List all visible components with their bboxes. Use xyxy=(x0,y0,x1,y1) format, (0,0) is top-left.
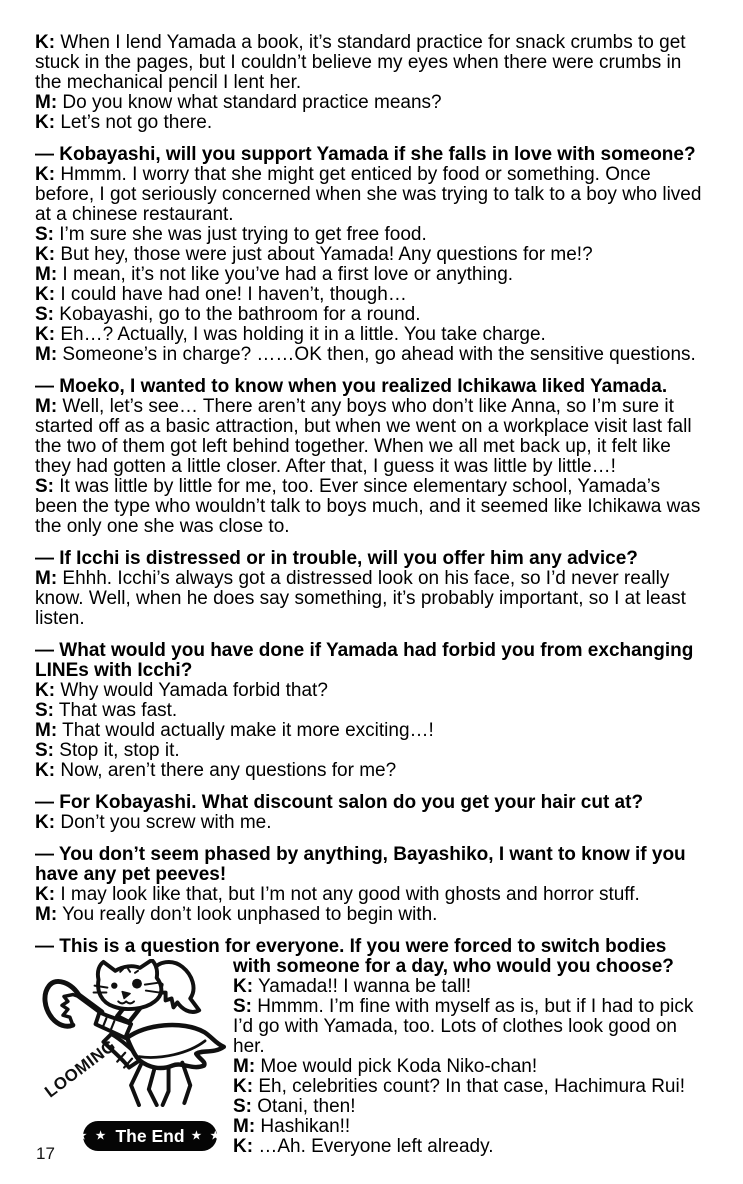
line-text: It was little by little for me, too. Ever since elementary school, Yamada’s been the type who wouldn’t talk to boys much, and it seemed like Ichikawa was the only one she was close to. xyxy=(35,476,701,537)
left-arm-icon xyxy=(79,996,102,1013)
dialogue-line xyxy=(35,245,702,265)
dialogue-line xyxy=(35,721,702,741)
interview-sections xyxy=(35,33,702,925)
speaker-label: M: xyxy=(233,1056,256,1077)
speaker-label: K: xyxy=(35,324,56,345)
interview-section xyxy=(35,641,702,781)
line-text: Why would Yamada forbid that? xyxy=(55,680,328,701)
speaker-label: K: xyxy=(233,1076,254,1097)
question-heading: — For Kobayashi. What discount salon do you get your hair cut at? xyxy=(35,792,644,813)
dialogue-line xyxy=(35,325,702,345)
speaker-label: S: xyxy=(233,996,252,1017)
speaker-label: K: xyxy=(35,164,56,185)
speaker-label: K: xyxy=(35,760,56,781)
speaker-label: K: xyxy=(35,32,56,53)
speaker-label: K: xyxy=(233,1136,254,1157)
line-text: Eh, celebrities count? In that case, Hachimura Rui! xyxy=(253,1076,685,1097)
question-heading: — Kobayashi, will you support Yamada if she falls in love with someone? xyxy=(35,144,696,165)
cat-mantis-drawing xyxy=(41,959,231,1107)
dialogue-line xyxy=(35,345,702,365)
dialogue-line xyxy=(35,305,702,325)
dialogue-line xyxy=(35,569,702,629)
speaker-label: K: xyxy=(35,812,56,833)
line-text: I’m sure she was just trying to get free food. xyxy=(54,224,427,245)
line-text: Hmmm. I’m fine with myself as is, but if I had to pick I’d go with Yamada, too. Lots of clothes look good on her. xyxy=(233,996,694,1057)
speaker-label: M: xyxy=(233,1116,256,1137)
line-text: Don’t you screw with me. xyxy=(55,812,272,833)
speaker-label: M: xyxy=(35,92,58,113)
dialogue-line xyxy=(35,761,702,781)
speaker-label: K: xyxy=(35,680,56,701)
speaker-label: K: xyxy=(35,884,56,905)
line-text: Well, let’s see… There aren’t any boys who don’t like Anna, so I’m sure it started off as a basic attraction, but when we went on a workplace visit last fall the two of them got left behind together. When we all met back up, it felt like they had gotten a little closer. After that, I guess it was little by little…! xyxy=(35,396,692,477)
dialogue-line xyxy=(35,477,702,537)
question-heading: — This is a question for everyone. If you were forced to switch bodies xyxy=(35,936,667,957)
question-heading: — If Icchi is distressed or in trouble, will you offer him any advice? xyxy=(35,548,638,569)
final-section xyxy=(35,937,702,1157)
right-eye-icon xyxy=(132,979,142,989)
interview-section xyxy=(35,845,702,925)
line-text: Yamada!! I wanna be tall! xyxy=(253,976,471,997)
stars-right-icon: ★ ★ xyxy=(191,1130,224,1142)
line-text: Do you know what standard practice means? xyxy=(57,92,442,113)
dialogue-line xyxy=(35,165,702,225)
line-text: …Ah. Everyone left already. xyxy=(253,1136,494,1157)
final-section-body xyxy=(35,957,702,1157)
line-text: Otani, then! xyxy=(252,1096,356,1117)
line-text: Ehhh. Icchi’s always got a distressed look on his face, so I’d never really know. Well, when he does say something, it’s probably important, so I at least listen. xyxy=(35,568,686,629)
cat-mantis-figure xyxy=(35,957,233,1151)
line-text: That would actually make it more exciting…! xyxy=(57,720,434,741)
page-number: 17 xyxy=(36,1144,55,1163)
line-text: Hashikan!! xyxy=(255,1116,351,1137)
line-text: When I lend Yamada a book, it’s standard practice for snack crumbs to get stuck in the pages, but I couldn’t believe my eyes when there were crumbs in the mechanical pencil I lent her. xyxy=(35,32,686,93)
speaker-label: S: xyxy=(35,224,54,245)
dialogue-line xyxy=(35,265,702,285)
interview-content xyxy=(35,33,702,1157)
line-text: But hey, those were just about Yamada! Any questions for me!? xyxy=(55,244,593,265)
line-text: Let’s not go there. xyxy=(55,112,213,133)
dialogue-line xyxy=(35,285,702,305)
dialogue-line xyxy=(35,225,702,245)
line-text: Eh…? Actually, I was holding it in a little. You take charge. xyxy=(55,324,546,345)
dialogue-line xyxy=(35,397,702,477)
interview-section xyxy=(35,145,702,365)
speaker-label: M: xyxy=(35,344,58,365)
dialogue-line xyxy=(35,681,702,701)
interview-section xyxy=(35,377,702,537)
interview-section xyxy=(35,793,702,833)
speaker-label: S: xyxy=(35,740,54,761)
wing-icon xyxy=(127,1025,224,1068)
line-text: Stop it, stop it. xyxy=(54,740,180,761)
speaker-label: M: xyxy=(35,396,58,417)
question-heading: — What would you have done if Yamada had forbid you from exchanging LINEs with Icchi? xyxy=(35,640,694,681)
line-text: Moe would pick Koda Niko-chan! xyxy=(255,1056,538,1077)
line-text: That was fast. xyxy=(54,700,178,721)
question-heading: — You don’t seem phased by anything, Bayashiko, I want to know if you have any pet peeves! xyxy=(35,844,686,885)
question-heading: — Moeko, I wanted to know when you realized Ichikawa liked Yamada. xyxy=(35,376,668,397)
interview-section xyxy=(35,33,702,133)
line-text: I mean, it’s not like you’ve had a first love or anything. xyxy=(57,264,514,285)
line-text: Kobayashi, go to the bathroom for a round. xyxy=(54,304,421,325)
the-end-label: The End xyxy=(115,1126,185,1146)
dialogue-line xyxy=(35,93,702,113)
line-text: I may look like that, but I’m not any good with ghosts and horror stuff. xyxy=(55,884,640,905)
the-end-badge xyxy=(76,1121,224,1151)
stars-left-icon: ★ ★ xyxy=(76,1130,109,1142)
speaker-label: S: xyxy=(35,304,54,325)
speaker-label: M: xyxy=(35,904,58,925)
dialogue-line xyxy=(35,113,702,133)
line-text: You really don’t look unphased to begin with. xyxy=(57,904,438,925)
dialogue-line xyxy=(35,701,702,721)
left-eye-icon xyxy=(111,982,117,988)
dialogue-line xyxy=(35,813,702,833)
interview-section xyxy=(35,549,702,629)
question-heading-wrap: with someone for a day, who would you choose? xyxy=(233,956,674,977)
speaker-label: M: xyxy=(35,720,58,741)
looming-caption: LOOMING xyxy=(41,1035,120,1102)
line-text: Someone’s in charge? ……OK then, go ahead with the sensitive questions. xyxy=(57,344,696,365)
line-text: I could have had one! I haven’t, though… xyxy=(55,284,407,305)
speaker-label: K: xyxy=(35,284,56,305)
speaker-label: M: xyxy=(35,264,58,285)
speaker-label: S: xyxy=(35,476,54,497)
line-text: Hmmm. I worry that she might get enticed by food or something. Once before, I got seriously concerned when she was trying to talk to a boy who lived at a chinese restaurant. xyxy=(35,164,702,225)
speaker-label: K: xyxy=(35,244,56,265)
speaker-label: S: xyxy=(35,700,54,721)
dialogue-line xyxy=(35,741,702,761)
dialogue-line xyxy=(35,905,702,925)
speaker-label: K: xyxy=(35,112,56,133)
dialogue-line xyxy=(35,33,702,93)
line-text: Now, aren’t there any questions for me? xyxy=(55,760,397,781)
dialogue-line xyxy=(35,885,702,905)
speaker-label: K: xyxy=(233,976,254,997)
speaker-label: S: xyxy=(233,1096,252,1117)
speaker-label: M: xyxy=(35,568,58,589)
